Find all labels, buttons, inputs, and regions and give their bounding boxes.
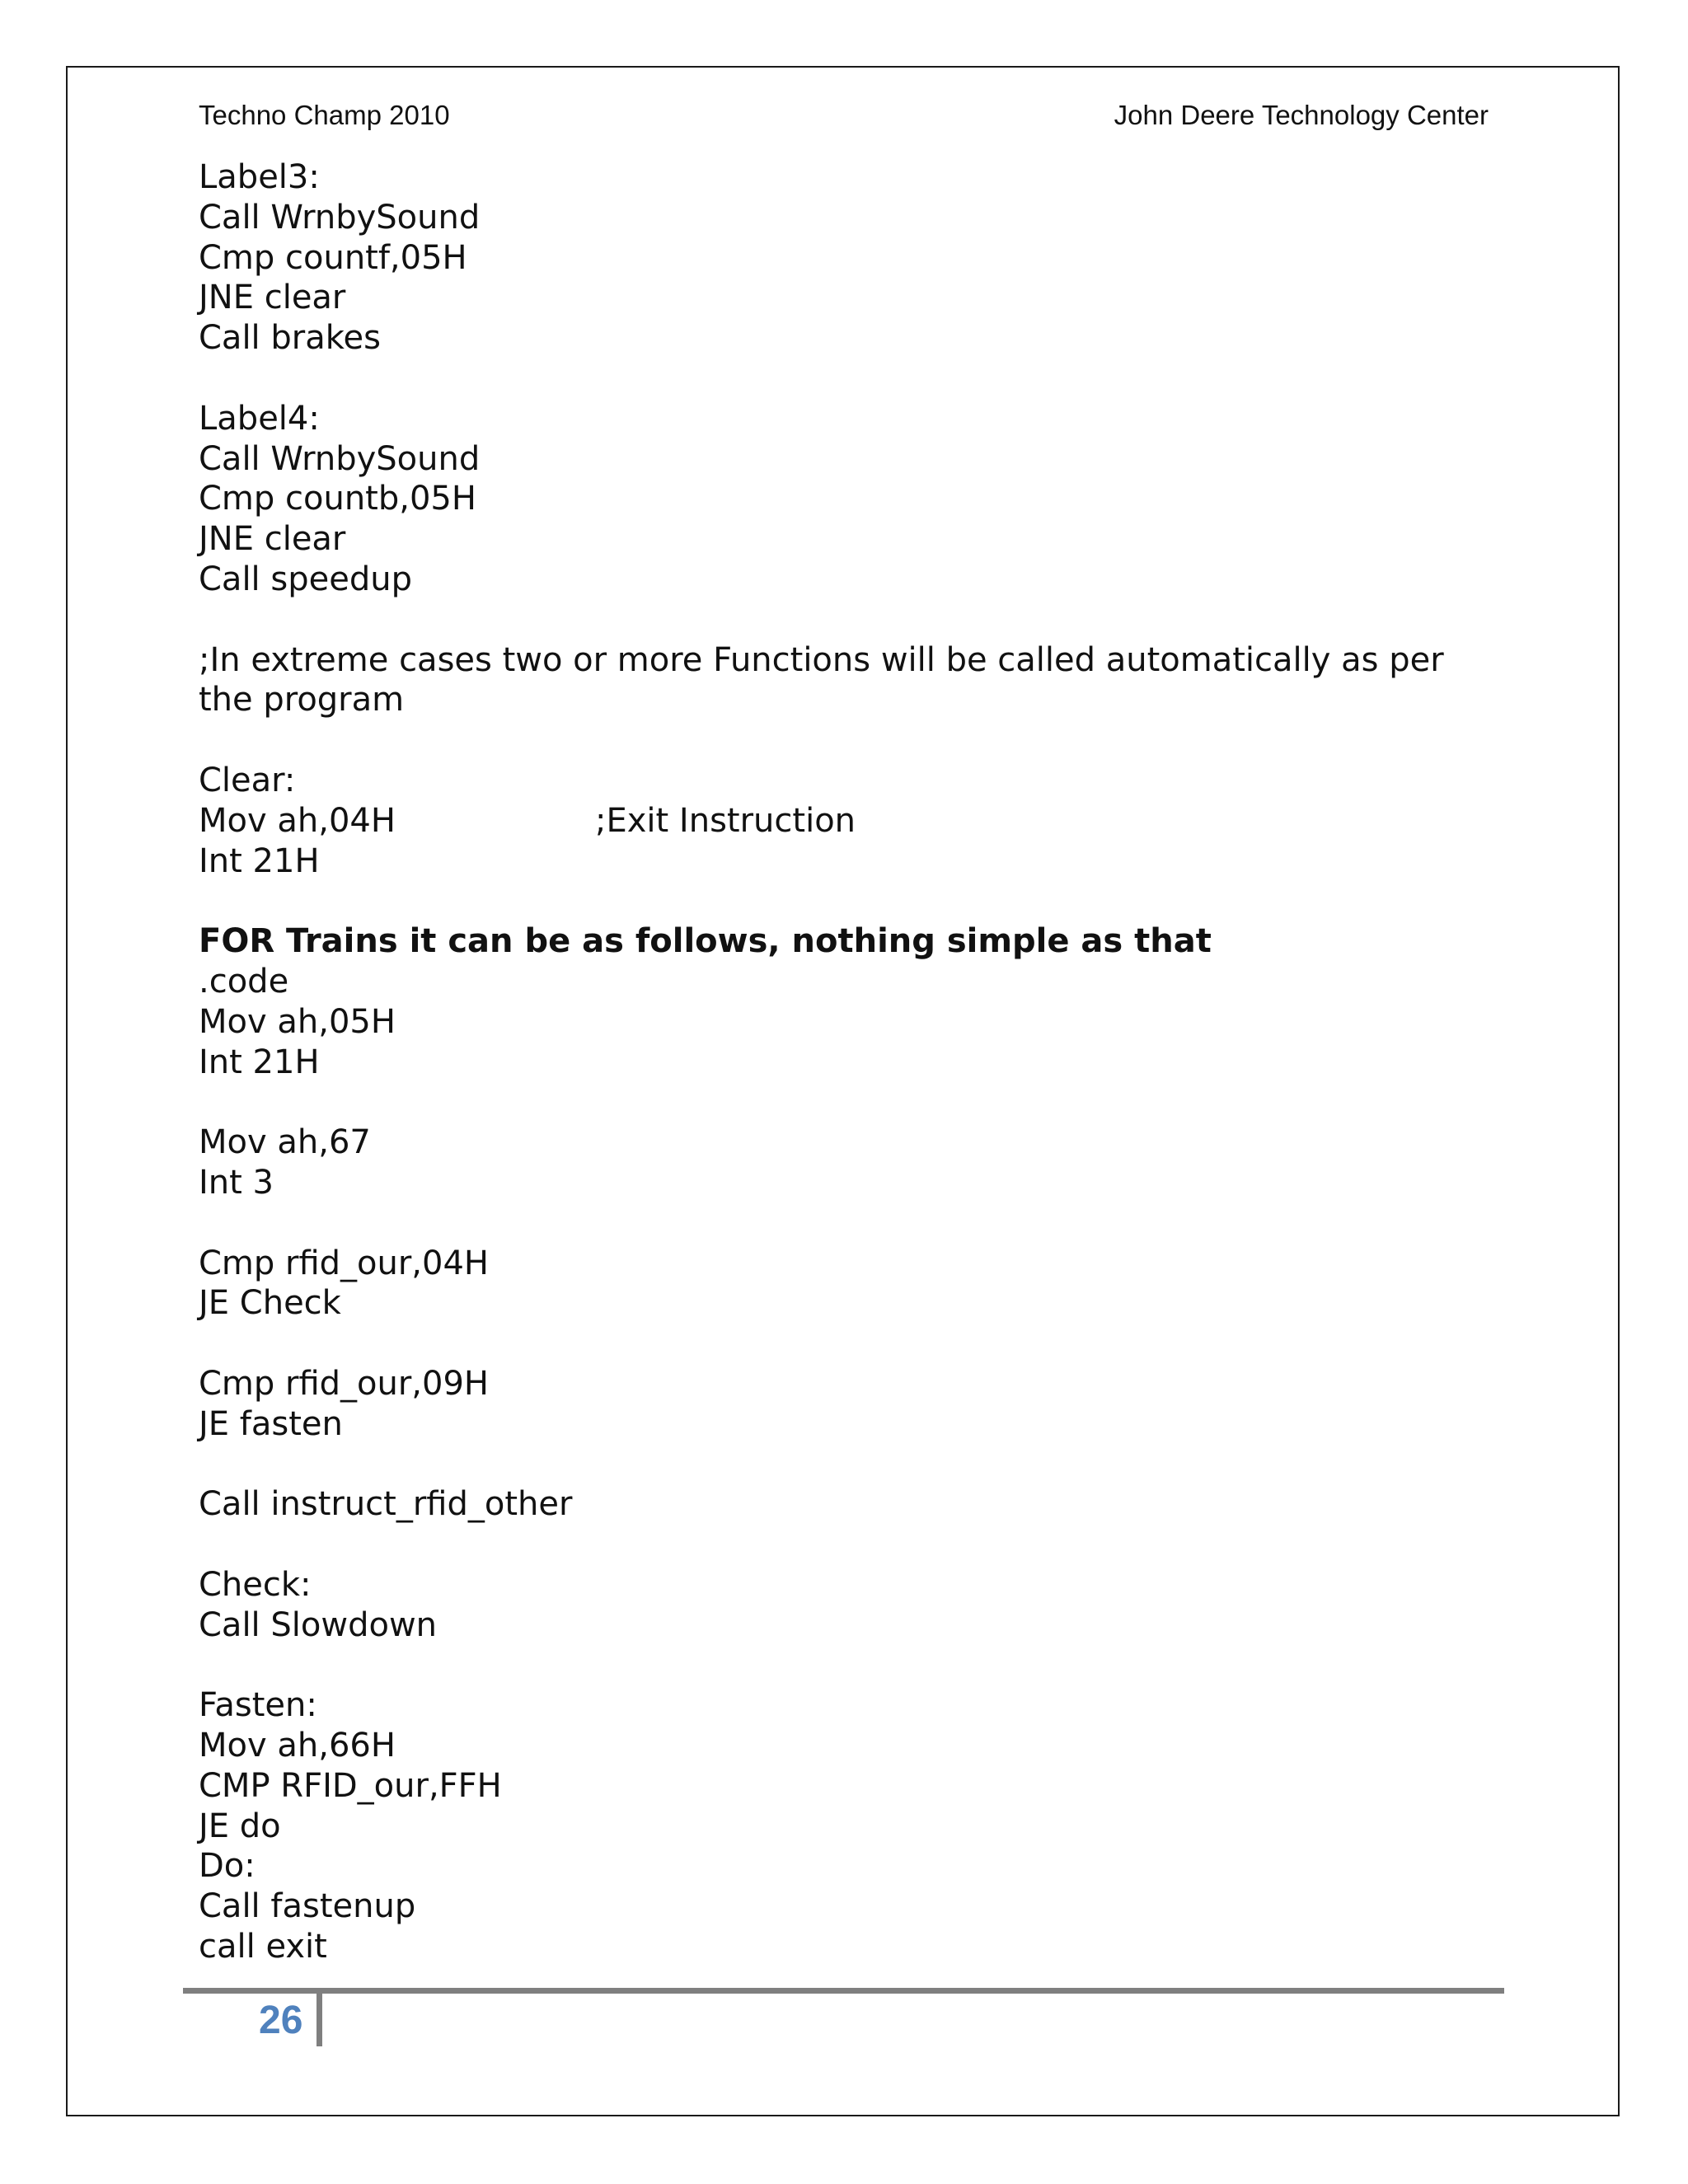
line-text: JE do [199, 1807, 281, 1845]
line-text: JE Check [199, 1284, 341, 1323]
line-text: Cmp countb,05H [199, 480, 476, 518]
code-line [199, 640, 1501, 721]
line-text: Call instruct_rfid_other [199, 1485, 573, 1524]
line-text: Cmp rfid_our,09H [199, 1364, 489, 1403]
line-text: CMP RFID_our,FFH [199, 1766, 502, 1805]
blank-line [199, 1445, 1501, 1485]
code-line [199, 1364, 1501, 1404]
line-text: Call brakes [199, 319, 381, 358]
blank-line [199, 359, 1501, 399]
line-text: Call fastenup [199, 1887, 416, 1926]
footer-divider [316, 1994, 322, 2046]
line-text: Check: [199, 1565, 312, 1604]
code-line [199, 801, 1501, 841]
code-line [199, 1484, 1501, 1525]
line-text: Call Slowdown [199, 1605, 438, 1644]
code-line [199, 318, 1501, 359]
blank-line [199, 1324, 1501, 1364]
code-line [199, 1766, 1501, 1807]
line-text: FOR Trains it can be as follows, nothing simple as that [199, 922, 1212, 961]
line-text: Cmp rfid_our,04H [199, 1244, 489, 1282]
code-line [199, 1163, 1501, 1203]
line-text: Mov ah,67 [199, 1123, 371, 1162]
code-line [199, 1122, 1501, 1163]
line-text: Mov ah,66H [199, 1727, 396, 1765]
line-text: Do: [199, 1847, 256, 1886]
line-text: .code [199, 962, 289, 1001]
line-text: ;In extreme cases two or more Functions will be called automatically as per the program [199, 640, 1444, 719]
line-text: call exit [199, 1928, 327, 1966]
line-text: Call WrnbySound [199, 439, 481, 478]
inline-comment: ;Exit Instruction [595, 801, 856, 840]
blank-line [199, 1203, 1501, 1244]
code-line [199, 479, 1501, 519]
code-line [199, 1886, 1501, 1927]
code-line [199, 1283, 1501, 1324]
blank-line [199, 1525, 1501, 1565]
code-line [199, 1807, 1501, 1847]
line-text: Call speedup [199, 560, 412, 598]
line-text: Label3: [199, 158, 320, 196]
code-line [199, 399, 1501, 439]
blank-line [199, 720, 1501, 761]
line-text: Int 3 [199, 1163, 274, 1202]
code-line [199, 1846, 1501, 1886]
code-line [199, 519, 1501, 560]
header-left: Techno Champ 2010 [199, 100, 450, 130]
code-line [199, 238, 1501, 279]
code-line [199, 198, 1501, 238]
code-line [199, 1565, 1501, 1605]
line-text: Call WrnbySound [199, 198, 481, 237]
code-line [199, 1685, 1501, 1726]
code-line [199, 157, 1501, 198]
page-number: 26 [259, 1999, 303, 2042]
code-line [199, 1927, 1501, 1967]
code-line [199, 1244, 1501, 1284]
code-line [199, 962, 1501, 1002]
line-text: JNE clear [199, 520, 346, 559]
code-line [199, 278, 1501, 318]
line-text: Int 21H [199, 1043, 320, 1081]
footer-rule [183, 1988, 1504, 1994]
code-line [199, 1726, 1501, 1766]
section-heading [199, 921, 1501, 962]
line-text: Mov ah,04H [199, 801, 396, 840]
line-text: Mov ah,05H [199, 1002, 396, 1041]
blank-line [199, 600, 1501, 640]
blank-line [199, 1645, 1501, 1685]
line-text: Fasten: [199, 1686, 317, 1725]
code-line [199, 841, 1501, 882]
code-line [199, 1404, 1501, 1445]
line-text: Cmp countf,05H [199, 238, 467, 277]
line-text: JE fasten [199, 1404, 343, 1443]
line-text: Label4: [199, 399, 320, 438]
code-line [199, 1002, 1501, 1043]
blank-line [199, 1082, 1501, 1122]
blank-line [199, 881, 1501, 921]
code-line [199, 761, 1501, 801]
code-line [199, 1043, 1501, 1083]
code-line [199, 560, 1501, 600]
line-text: Clear: [199, 761, 296, 799]
header-right: John Deere Technology Center [1114, 100, 1489, 130]
document-body [199, 157, 1501, 1967]
code-line [199, 1605, 1501, 1646]
line-text: JNE clear [199, 279, 346, 317]
code-line [199, 439, 1501, 480]
line-text: Int 21H [199, 841, 320, 880]
